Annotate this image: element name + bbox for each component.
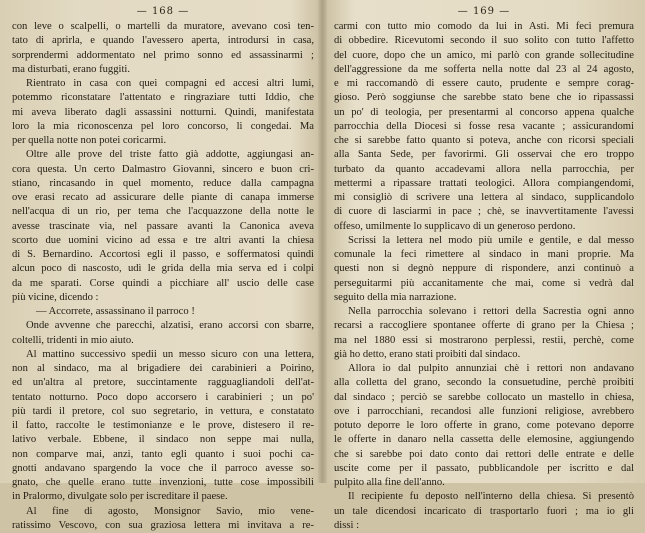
text-line: Oltre alle prove del triste fatto già addotte, aggiungasi an- — [26, 149, 314, 161]
text-line: gioso. Però soggiunse che sarebbe stato bene che io ripassassi — [334, 92, 634, 104]
text-line: turbato da quanto accadevami allora nella parrocchia, per — [334, 163, 634, 175]
text-line: cora questa. Un certo Dalmastro Giovanni, sincero e buon cri- — [12, 163, 314, 175]
text-line: di cuore di lasciarmi in pace ; chè, se inavvertitamente l'avessi — [334, 206, 634, 218]
text-line: più vicine, dicendo : — [12, 291, 99, 303]
text-line: lativo verbale. Ebbene, il sindaco non seppe mai nulla, — [12, 434, 314, 446]
text-line: del cuore, dopo che un amico, mi parlò con grande sollecitudine — [334, 49, 634, 61]
text-line: in Pralormo, divulgate solo per iscreditare il paese. — [12, 491, 228, 503]
text-line: ma nel 1880 essi si mostrarono perplessi, restii, perchè, come — [334, 334, 634, 346]
text-line: dal sindaco ; perciò se sarebbe collocato un mastello in chiesa, — [334, 391, 634, 403]
text-line: Onde avvenne che parecchi, alzatisi, erano accorsi con sbarre, — [26, 320, 314, 332]
text-line: recarsi a raccogliere spontanee offerte di grano per la Chiesa ; — [334, 320, 634, 332]
text-line: ed un'altra al pretore, succintamente ragguagliandoli dell'at- — [12, 377, 314, 389]
text-line: parrocchia della Diocesi si fosse resa vacante ; assicurandomi — [334, 120, 634, 132]
text-line: alcun poco di nascosto, udì le grida della mia serva ed i colpi — [12, 263, 314, 275]
right-page-text — [334, 20, 634, 533]
text-line: Al mattino successivo spedii un messo sicuro con una lettera, — [26, 348, 314, 360]
text-line: perseguitarmi più accanitamente che mai, come si vedrà dal — [334, 277, 634, 289]
text-line: Rientrato in casa con quei compagni ed accesi altri lumi, — [26, 78, 314, 89]
text-line: potemmo riconstatare l'attentato e ringraziare tutti Iddio, che — [12, 92, 314, 104]
text-line: che si sarebbe poi dato conto dai rettori delle entrate e delle — [334, 448, 634, 460]
text-line: — Accorrete, assassinano il parroco ! — [36, 306, 195, 317]
text-line: mi aveva liberato dagli assassini notturni. Quindi, manifestata — [12, 106, 314, 118]
text-line: già ho detto, erano stati proibiti dal sindaco. — [334, 348, 521, 360]
left-page-text — [12, 20, 314, 533]
text-line: per quella notte non potei coricarmi. — [12, 135, 167, 146]
text-line: seguito della mia narrazione. — [334, 291, 457, 303]
text-line: pulpito alla fine dell'anno. — [334, 477, 445, 488]
text-line: Allora io dal pulpito annunziai chè i rettori non andavano — [348, 363, 634, 374]
text-line: le offerte in danaro nella cassetta delle elemosine, aggiungendo — [334, 434, 634, 446]
text-line: ma disturbati, erano fuggiti. — [12, 63, 130, 75]
text-line: Al fine di agosto, Monsignor Savio, mio vene- — [26, 505, 314, 517]
text-line: tato di aprirla, e quando l'avessero aperta, introdursi in casa, — [12, 35, 314, 47]
text-line: un tale dicendosi incaricato di trasportarlo fuori ; ma io gli — [334, 505, 634, 517]
text-line: ratissimo Vescovo, con sua graziosa lettera mi invitava a re- — [12, 519, 314, 531]
text-line: scorto due uomini vicino ad essa e tre altri avanti la chiesa — [12, 234, 314, 246]
text-line: gnotti andavano spargendo la voce che il parroco avesse so- — [12, 462, 314, 474]
text-line: dell'aggressione da me sofferta nella notte dal 23 al 24 agosto, — [334, 63, 634, 75]
text-line: non al sindaco, ma al brigadiere dei carabinieri a Poirino, — [12, 363, 314, 374]
text-line: non comparve mai, anzi, tanto egli quanto i suoi pochi ca- — [12, 448, 314, 460]
text-line: ove erasi recato ad assicurare delle piante di canapa immerse — [12, 192, 314, 203]
text-line: dissi : — [334, 519, 360, 531]
text-line: gnato, che quelle erano tutte invenzioni, tutte cose impossibili — [12, 477, 314, 488]
right-page-number: — 169 — — [457, 6, 511, 17]
text-line: potuto deporre le loro offerte in grano, come potevano deporre — [334, 420, 634, 431]
text-line: ove i parrocchiani, recandosi alle funzioni religiose, avrebbero — [334, 405, 634, 417]
text-line: avesse trascinate via, nel passare avanti la Canonica aveva — [12, 220, 314, 232]
text-line: mettermi a ripassare trattati teologici. Allora compiangendomi, — [334, 177, 634, 189]
text-line: stiano, rincasando in quel momento, reduce dalla campagna — [12, 177, 314, 189]
text-line: un po' di teologia, per presentarmi al concorso appena qualche — [334, 106, 634, 118]
text-line: Il recipiente fu deposto nell'interno della chiesa. Si presentò — [348, 491, 634, 503]
text-line: da me sparati. Corse quindi a picchiare all' uscio delle case — [12, 277, 314, 289]
text-line: Scrissi la lettera nel modo più umile e gentile, e dal messo — [348, 234, 634, 246]
text-line: e mi raccomandò di essere cauto, prudente e sempre corag- — [334, 78, 634, 89]
text-line: il fatto, raccolte le testimonianze e le prove, distesero il re- — [12, 420, 314, 431]
text-line: alla colletta del grano, secondo la consuetudine, perchè proibiti — [334, 377, 634, 389]
text-line: uscite come per il passato, pubblicandole per iscritto e dal — [334, 462, 634, 474]
text-line: nell'acqua di un rio, per tema che l'acquazzone della notte le — [12, 206, 314, 218]
text-line: loro la mia riconoscenza pel loro concorso, li congedai. Ma — [12, 120, 314, 132]
text-line: mi consigliò di scrivere una lettera al sindaco, supplicandolo — [334, 192, 634, 203]
text-line: comunale la feci rimettere al sindaco in mani proprie. Ma — [334, 249, 634, 260]
right-page — [322, 0, 644, 531]
text-line: Nella parrocchia solevano i rettori della Sacrestia ogni anno — [348, 306, 634, 317]
text-line: coltelli, tridenti in mio aiuto. — [12, 334, 134, 346]
left-page-number: — 168 — — [136, 6, 190, 17]
text-line: con leve o scalpelli, o martelli da muratore, avevano così ten- — [12, 21, 314, 32]
text-line: questi non si degnò neppure di rispondere, anzi continuò a — [334, 263, 634, 275]
text-line: più tardi il pretore, col suo segretario, in vettura, e constatato — [12, 405, 314, 417]
text-line: che si sarebbe fatto quanto si poteva, anche con ricorsi speciali — [334, 135, 634, 146]
text-line: carmi con tutto mio comodo da lui in Asti. Mi feci premura — [334, 21, 634, 32]
text-line: di obbedire. Ricevutomi secondo il suo solito con tutto l'affetto — [334, 35, 634, 47]
text-line: offeso, umilmente lo supplicavo di un generoso perdono. — [334, 220, 576, 232]
text-line: di S. Bernardino. Accortosi egli il passo, e soffermatosi quindi — [12, 249, 314, 260]
text-line: alla Santa Sede, per favorirmi. Gli osservai che ero troppo — [334, 149, 634, 161]
text-line: tentato notturno. Poco dopo accorsero i carabinieri ; un po' — [12, 391, 314, 403]
left-page — [0, 0, 322, 531]
text-line: sorprendermi addormentato nel primo sonno ed assassinarmi ; — [12, 49, 314, 61]
